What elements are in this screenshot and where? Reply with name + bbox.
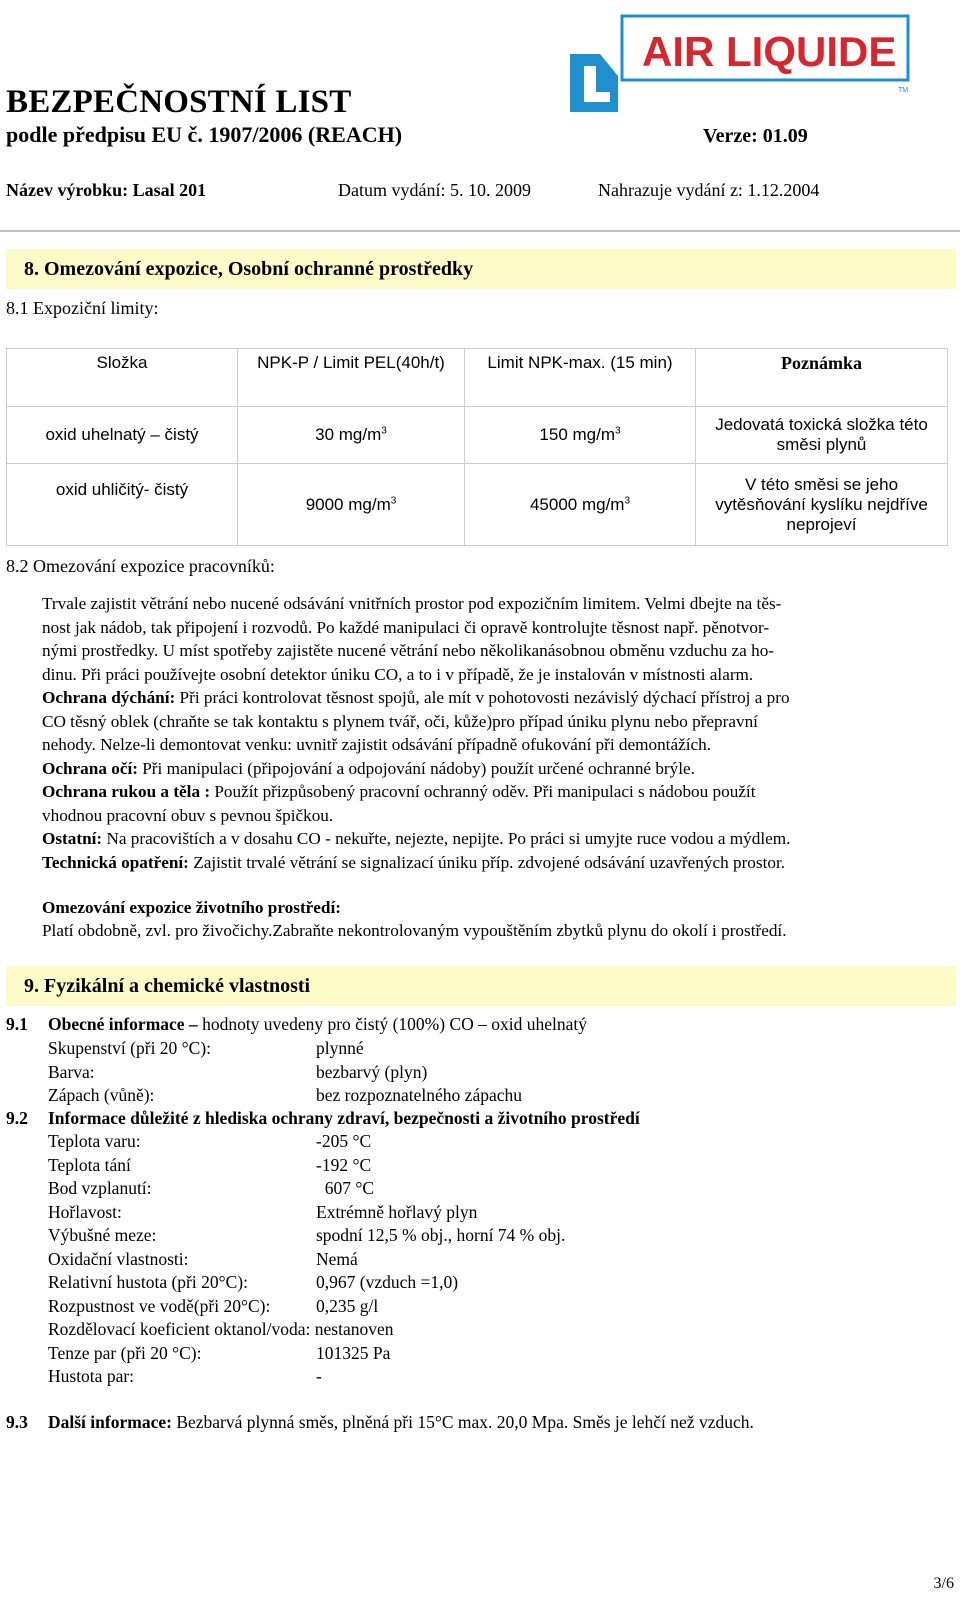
property-label: Barva: [48, 1061, 95, 1082]
other-label: Ostatní: [42, 829, 103, 848]
property-label: Tenze par (při 20 °C): [48, 1342, 202, 1363]
environment-exposure-heading: Omezování expozice životního prostředí: [42, 898, 341, 917]
property-label: Hořlavost: [48, 1201, 122, 1222]
property-label: Rozdělovací koeficient oktanol/voda: nestanoven [48, 1319, 394, 1339]
property-value: bezbarvý (plyn) [316, 1061, 428, 1082]
property-value: plynné [316, 1038, 364, 1058]
property-value: spodní 12,5 % obj., horní 74 % obj. [316, 1225, 566, 1245]
eye-protection-label: Ochrana očí: [42, 758, 138, 778]
regulation-subtitle: podle předpisu EU č. 1907/2006 (REACH) [6, 122, 403, 147]
note-cell: V této směsi se jeho vytěsňování kyslíku nejdříve neprojeví [696, 464, 948, 546]
property-label: Teplota tání [48, 1154, 131, 1175]
header-npk-p: NPK-P / Limit PEL(40h/t) [238, 349, 465, 407]
property-label: Oxidační vlastnosti: [48, 1248, 189, 1269]
issue-date: Datum vydání: 5. 10. 2009 [338, 180, 531, 200]
property-label: Zápach (vůně): [48, 1085, 155, 1105]
table-row [7, 464, 948, 546]
property-label: Relativní hustota (při 20°C): [48, 1272, 248, 1292]
section-9-title: 9. Fyzikální a chemické vlastnosti [24, 975, 311, 997]
exposure-limits-table [6, 348, 948, 546]
header-component: Složka [7, 349, 238, 407]
component-cell: oxid uhelnatý – čistý [7, 407, 238, 464]
header-npk-max: Limit NPK-max. (15 min) [465, 349, 696, 407]
property-value: -205 °C [316, 1131, 372, 1151]
npk-max-cell: 45000 $mg/m^3$ [465, 464, 696, 546]
document-title: BEZPEČNOSTNÍ LIST [6, 84, 352, 120]
section-8-title: 8. Omezování expozice, Osobní ochranné prostředky [24, 258, 474, 280]
subsection-9-1: Obecné informace – hodnoty uvedeny pro čistý (100%) CO – oxid uhelnatý [48, 1014, 588, 1034]
svg-text:AIR LIQUIDE: AIR LIQUIDE [642, 28, 897, 75]
property-value: Nemá [316, 1248, 358, 1269]
property-label: Bod vzplanutí: [48, 1178, 152, 1198]
air-liquide-logo [570, 14, 930, 114]
note-cell: Jedovatá toxická složka této směsi plynů [696, 407, 948, 464]
property-value: -192 °C [316, 1154, 372, 1175]
subsection-8-2: 8.2 Omezování expozice pracovníků: [6, 556, 275, 576]
property-value: 0,967 (vzduch =1,0) [316, 1272, 459, 1292]
property-value: 101325 Pa [316, 1342, 391, 1363]
header-note: Poznámka [696, 349, 948, 407]
subsection-9-3-number: 9.3 [6, 1412, 28, 1432]
property-label: Rozpustnost ve vodě(při 20°C): [48, 1295, 271, 1316]
component-cell: oxid uhličitý- čistý [7, 464, 238, 546]
npk-p-cell: 9000 $mg/m^3$ [238, 464, 465, 546]
header-divider [0, 230, 960, 232]
subsection-9-1-number: 9.1 [6, 1014, 28, 1034]
property-value: bez rozpoznatelného zápachu [316, 1085, 522, 1105]
table-header-row [7, 349, 948, 407]
subsection-8-1: 8.1 Expoziční limity: [6, 298, 159, 318]
property-label: Skupenství (při 20 °C): [48, 1038, 212, 1058]
replaces-date: Nahrazuje vydání z: 1.12.2004 [598, 180, 820, 200]
property-value: 607 °C [316, 1178, 375, 1198]
property-value: - [316, 1366, 322, 1386]
npk-max-cell: 150 $mg/m^3$ [465, 407, 696, 464]
version-label: Verze: 01.09 [703, 125, 808, 147]
page-number: 3/6 [933, 1575, 954, 1592]
environment-exposure-text: Platí obdobně, zvl. pro živočichy.Zabraňte nekontrolovaným vypouštěním zbytků plynu do okolí i prostředí. [42, 921, 787, 940]
property-label: Výbušné meze: [48, 1225, 157, 1245]
svg-text:TM: TM [898, 87, 909, 94]
subsection-9-2: Informace důležité z hlediska ochrany zdraví, bezpečnosti a životního prostředí [48, 1108, 640, 1128]
product-name: Název výrobku: Lasal 201 [6, 180, 207, 200]
property-value: Extrémně hořlavý plyn [316, 1201, 478, 1222]
respiratory-label: Ochrana dýchání: [42, 688, 176, 707]
npk-p-cell: 30 $mg/m^3$ [238, 407, 465, 464]
property-value: 0,235 g/l [316, 1295, 379, 1316]
workers-exposure-text: Trvale zajistit větrání nebo nucené odsávání vnitřních prostor pod expozičním limitem. Velmi dbejte na těs- nost jak nádob, tak připojení i rozvodů. Po každé manipulaci či opravě kontrolujte těsnost např. pěnotvor- nými prostředky. U míst spotřeby zajistěte nucené větrání nebo několikanásobnou obměnu vzduchu za ho- dinu. Při práci používejte osobní detektor úniku CO, a to i v případě, že je instalován v místnosti alarm. Ochrana dýchání: Při práci kontrolovat těsnost spojů, ale mít v pohotovosti nezávislý dýchací přístroj a pro CO těsný oblek (chraňte se tak kontaktu s plynem tvář, oči, kůže)pro případ úniku plynu nebo přepravní nehody. Nelze-li demontovat venku: uvnitř zajistit odsávání případně ofukování při demontážích. Ochrana očí: Při manipulaci (připojování a odpojování nádoby) použít určené ochranné brýle. Ochrana rukou a těla : Použít přizpůsobený pracovní ochranný oděv. Při manipulaci s nádobou použít vhodnou pracovní obuv s pevnou špičkou. Ostatní: Na pracovištích a v dosahu CO - nekuřte, nejezte, nepijte. Po práci si umyjte ruce vodou a mýdlem. Technická opatření: Zajistit trvalé větrání se signalizací úniku příp. zdvojené odsávání uzavřených prostor. [42, 594, 791, 872]
body-protection-label: Ochrana rukou a těla : [42, 782, 211, 801]
property-label: Hustota par: [48, 1366, 135, 1386]
table-row [7, 407, 948, 464]
property-label: Teplota varu: [48, 1131, 141, 1151]
technical-measures-label: Technická opatření: [42, 852, 189, 872]
subsection-9-2-number: 9.2 [6, 1108, 28, 1128]
subsection-9-3: Další informace: Bezbarvá plynná směs, plněná při 15°C max. 20,0 Mpa. Směs je lehčí než vzduch. [48, 1412, 754, 1432]
